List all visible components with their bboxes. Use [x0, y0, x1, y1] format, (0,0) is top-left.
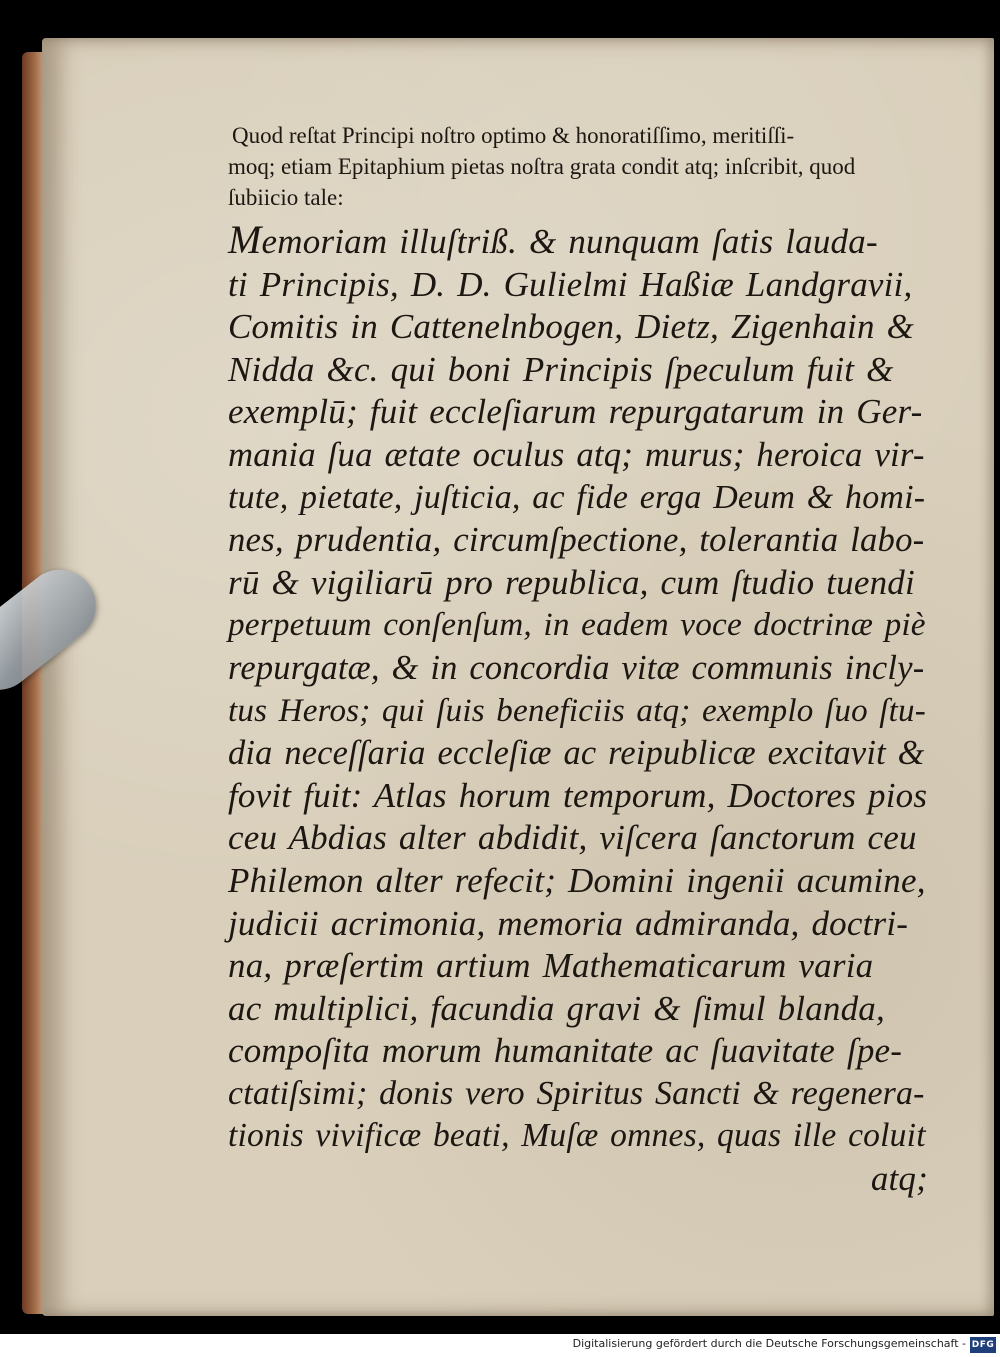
epitaph-line-text: emoriam illuſtriß. & nunquam ſatis lauda-: [261, 222, 878, 261]
epitaph-text: [228, 219, 928, 1201]
epitaph-line: repurgatæ, & in concordia vitæ communis incly-: [228, 648, 925, 687]
epitaph-line: tute, pietate, juſticia, ac fide erga Deum & homi-: [228, 478, 926, 516]
epitaph-line: ceu Abdias alter abdidit, viſcera ſanctorum ceu: [228, 818, 917, 858]
epitaph-line: ctatiſsimi; donis vero Spiritus Sancti & regenera-: [228, 1074, 925, 1112]
epitaph-line: exemplū; fuit eccleſiarum repurgatarum in Ger-: [228, 392, 923, 432]
intro-line: ſubiicio tale:: [228, 185, 344, 210]
epitaph-line: compoſita morum humanitate ac ſuavitate ſpe-: [228, 1031, 903, 1071]
catchword: atq;: [870, 1159, 928, 1199]
intro-paragraph: [228, 120, 928, 213]
intro-line: Quod reſtat Principi noſtro optimo & honoratiſſimo, meritiſſi-: [232, 123, 795, 148]
epitaph-line: perpetuum conſenſum, in eadem voce doctrinæ piè: [228, 606, 926, 644]
funding-credit: Digitalisierung gefördert durch die Deutsche Forschungsgemeinschaft -: [572, 1337, 966, 1350]
epitaph-line: ac multiplici, facundia gravi & ſimul blanda,: [228, 988, 885, 1028]
epitaph-line: ti Principis, D. D. Gulielmi Haßiæ Landgravii,: [228, 264, 913, 304]
epitaph-line: Nidda &c. qui boni Principis ſpeculum fuit &: [228, 349, 894, 389]
epitaph-line: nes, prudentia, circumſpectione, tolerantia labo-: [228, 520, 925, 560]
drop-cap: M: [228, 217, 262, 262]
epitaph-line: judicii acrimonia, memoria admiranda, doctri-: [228, 903, 909, 943]
epitaph-line: tus Heros; qui ſuis beneficiis atq; exemplo ſuo ſtu-: [228, 692, 926, 729]
epitaph-line: fovit fuit: Atlas horum temporum, Doctores pios: [228, 775, 928, 815]
epitaph-line: na, præſertim artium Mathematicarum varia: [228, 946, 874, 986]
epitaph-line: mania ſua ætate oculus atq; murus; heroica vir-: [228, 434, 925, 474]
epitaph-line: Philemon alter refecit; Domini ingenii acumine,: [228, 860, 926, 900]
page-text: [228, 120, 928, 1201]
digitization-footer: [0, 1334, 1000, 1357]
dfg-logo: DFG: [970, 1337, 996, 1353]
intro-line: moq; etiam Epitaphium pietas noſtra grata condit atq; inſcribit, quod: [228, 154, 856, 179]
epitaph-line: [228, 219, 928, 264]
epitaph-line: tionis vivificæ beati, Muſæ omnes, quas ille coluit: [228, 1117, 926, 1155]
epitaph-line: Comitis in Cattenelnbogen, Dietz, Zigenhain &: [228, 307, 915, 347]
epitaph-line: dia neceſſaria eccleſiæ ac reipublicæ excitavit &: [228, 734, 925, 773]
epitaph-line: rū & vigiliarū pro republica, cum ſtudio tuendi: [228, 562, 915, 602]
